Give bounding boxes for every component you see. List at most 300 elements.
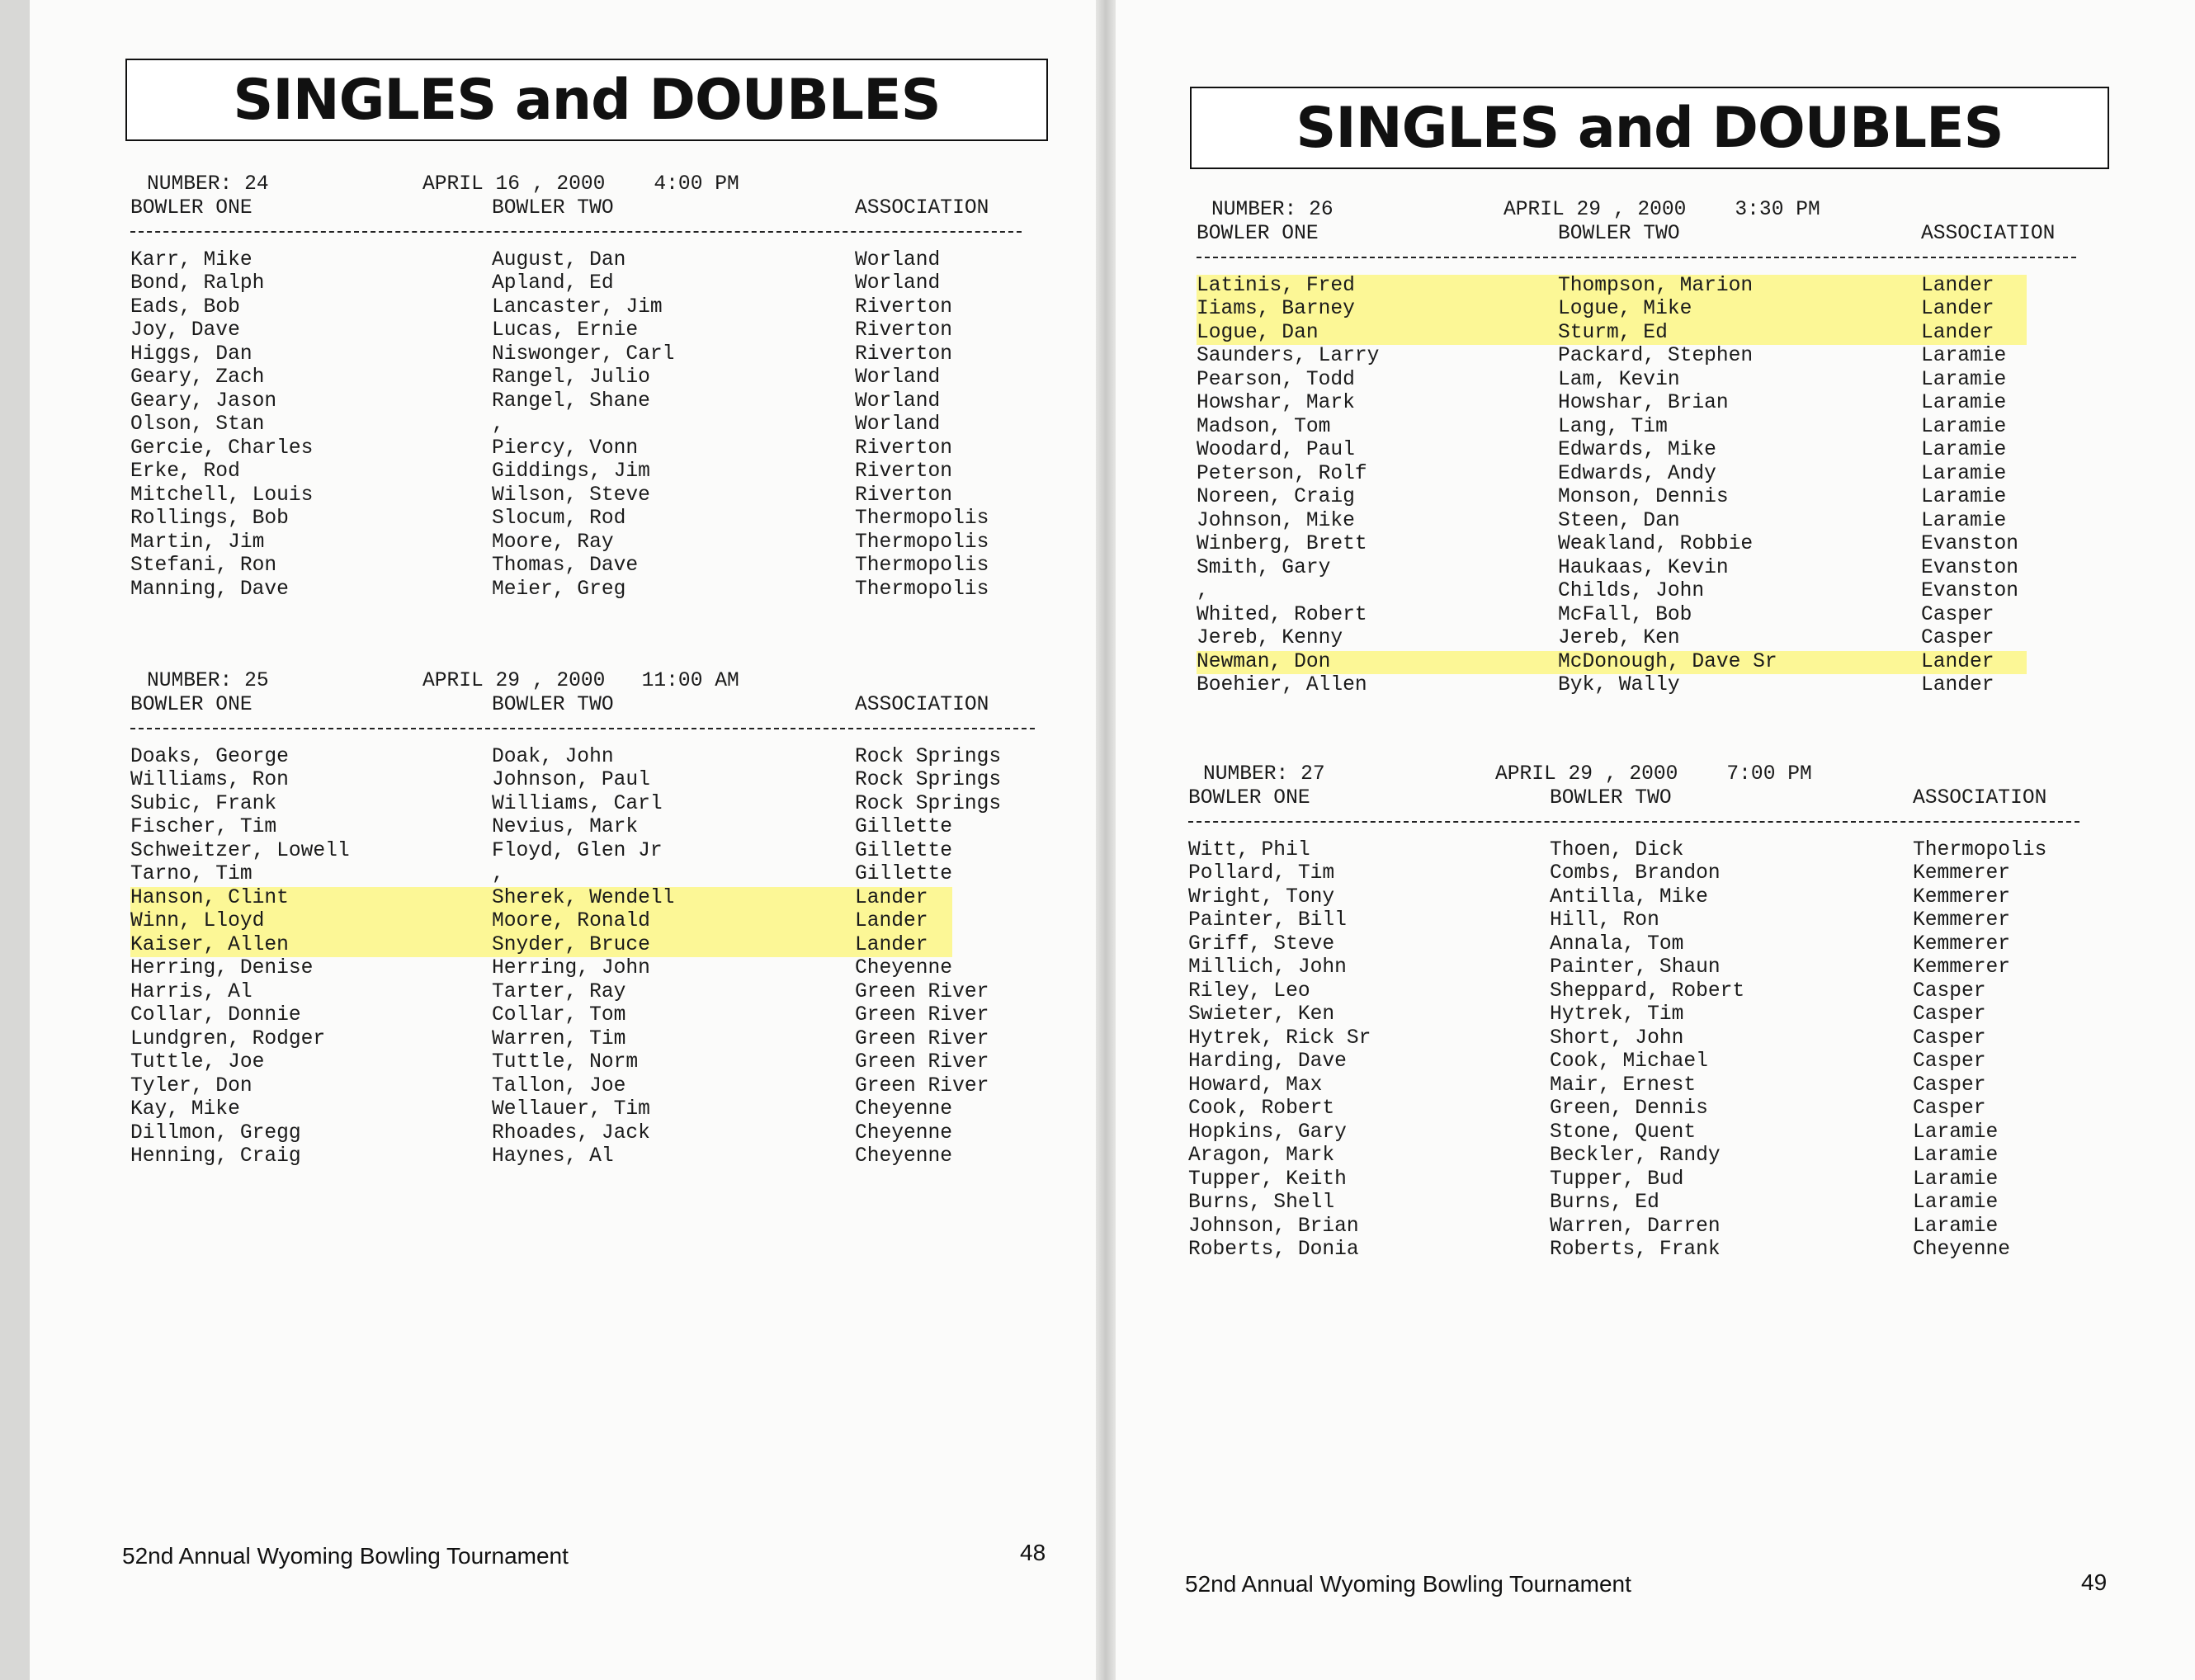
book-gutter xyxy=(1096,0,1116,1680)
bowler-list xyxy=(1188,839,2079,1262)
association-cell: Riverton xyxy=(855,460,953,483)
page-title-box xyxy=(1190,87,2109,169)
column-header-bowler-one: BOWLER ONE xyxy=(1197,222,1319,245)
bowler-one-cell: Harris, Al xyxy=(130,980,253,1003)
association-cell: Rock Springs xyxy=(855,769,1002,791)
bowler-one-cell: Peterson, Rolf xyxy=(1197,462,1367,485)
table-row xyxy=(1197,557,2076,581)
bowler-one-cell: Tuttle, Joe xyxy=(130,1051,265,1074)
column-header-bowler-two: BOWLER TWO xyxy=(492,196,614,219)
table-row xyxy=(130,437,1022,461)
table-row xyxy=(130,507,1022,531)
bowler-one-cell: Kay, Mike xyxy=(130,1098,240,1121)
table-row xyxy=(130,863,1035,887)
table-row xyxy=(1197,345,2076,369)
table-row xyxy=(130,910,952,934)
bowler-one-cell: Olson, Stan xyxy=(130,413,265,436)
squad-date-time: APRIL 29 , 2000 7:00 PM xyxy=(1495,763,1812,786)
bowler-one-cell: Lundgren, Rodger xyxy=(130,1027,326,1050)
association-cell: Lander xyxy=(855,910,928,932)
bowler-one-cell: Gercie, Charles xyxy=(130,437,314,460)
bowler-two-cell: Childs, John xyxy=(1558,580,1705,602)
association-cell: Laramie xyxy=(1913,1144,1999,1167)
squad-24-block xyxy=(130,173,1022,602)
bowler-one-cell: Fischer, Tim xyxy=(130,816,277,838)
table-row xyxy=(1197,439,2076,463)
table-row xyxy=(130,1004,1035,1028)
table-row xyxy=(1188,1144,2079,1168)
page-title: SINGLES and DOUBLES xyxy=(233,67,941,133)
association-cell: Evanston xyxy=(1921,580,2019,602)
bowler-one-cell: Martin, Jim xyxy=(130,531,265,554)
association-cell: Lander xyxy=(1921,274,1994,297)
bowler-two-cell: Meier, Greg xyxy=(492,578,626,601)
squad-26-block xyxy=(1197,199,2076,698)
table-row xyxy=(1188,980,2079,1004)
association-cell: Laramie xyxy=(1921,439,2007,461)
association-cell: Gillette xyxy=(855,816,953,838)
squad-number: NUMBER: 26 xyxy=(1211,199,1334,221)
bowler-one-cell: Schweitzer, Lowell xyxy=(130,839,350,862)
association-cell: Worland xyxy=(855,389,941,413)
bowler-two-cell: Lam, Kevin xyxy=(1558,368,1680,391)
table-row xyxy=(1188,1168,2079,1192)
bowler-two-cell: Collar, Tom xyxy=(492,1004,626,1026)
table-row xyxy=(1197,580,2076,604)
bowler-two-cell: Beckler, Randy xyxy=(1550,1144,1721,1167)
bowler-two-cell: Haynes, Al xyxy=(492,1145,614,1168)
bowler-two-cell: Piercy, Vonn xyxy=(492,437,639,460)
bowler-two-cell: Hytrek, Tim xyxy=(1550,1003,1684,1026)
bowler-one-cell: Johnson, Brian xyxy=(1188,1215,1359,1238)
bowler-two-cell: Thoen, Dick xyxy=(1550,838,1684,861)
table-row xyxy=(130,554,1022,578)
association-cell: Cheyenne xyxy=(855,1145,953,1168)
association-cell: Green River xyxy=(855,980,989,1003)
bowler-one-cell: Pollard, Tim xyxy=(1188,862,1335,885)
association-cell: Thermopolis xyxy=(855,531,989,554)
association-cell: Worland xyxy=(855,413,941,436)
bowler-two-cell: Burns, Ed xyxy=(1550,1192,1659,1214)
association-cell: Lander xyxy=(855,933,928,956)
association-cell: Green River xyxy=(855,1004,989,1026)
table-row xyxy=(1197,674,2076,698)
bowler-two-cell: McFall, Bob xyxy=(1558,603,1692,626)
bowler-one-cell: Whited, Robert xyxy=(1197,603,1367,626)
table-row xyxy=(1188,1192,2079,1215)
bowler-one-cell: Higgs, Dan xyxy=(130,342,253,366)
association-cell: Green River xyxy=(855,1074,989,1097)
bowler-one-cell: Collar, Donnie xyxy=(130,1004,301,1026)
table-row xyxy=(130,413,1022,437)
table-row xyxy=(1188,1003,2079,1027)
column-header-row xyxy=(130,694,1035,718)
bowler-two-cell: Edwards, Andy xyxy=(1558,462,1716,485)
bowler-two-cell: Moore, Ray xyxy=(492,531,614,554)
bowler-two-cell: Apland, Ed xyxy=(492,272,614,295)
table-row xyxy=(1188,1074,2079,1098)
association-cell: Lander xyxy=(1921,321,1994,344)
column-header-row xyxy=(1188,787,2079,811)
bowler-two-cell: Warren, Darren xyxy=(1550,1215,1721,1238)
association-cell: Riverton xyxy=(855,295,953,319)
bowler-one-cell: Burns, Shell xyxy=(1188,1192,1335,1214)
bowler-two-cell: Wilson, Steve xyxy=(492,484,650,507)
table-row xyxy=(1188,1215,2079,1239)
table-row xyxy=(130,957,1035,981)
bowler-two-cell: , xyxy=(492,413,504,436)
table-row xyxy=(130,816,1035,840)
bowler-one-cell: Riley, Leo xyxy=(1188,979,1310,1003)
table-row xyxy=(1188,933,2079,957)
bowler-two-cell: Stone, Quent xyxy=(1550,1121,1697,1144)
bowler-two-cell: Johnson, Paul xyxy=(492,769,650,791)
bowler-two-cell: Sherek, Wendell xyxy=(492,886,675,909)
table-row xyxy=(130,769,1035,793)
association-cell: Casper xyxy=(1921,627,1994,649)
association-cell: Laramie xyxy=(1921,392,2007,414)
association-cell: Thermopolis xyxy=(855,578,989,601)
table-row xyxy=(1188,909,2079,933)
bowler-two-cell: Mair, Ernest xyxy=(1550,1074,1697,1097)
bowler-two-cell: Lancaster, Jim xyxy=(492,295,663,319)
column-header-association: ASSOCIATION xyxy=(855,196,989,219)
table-row xyxy=(130,793,1035,817)
squad-header-row xyxy=(130,173,1022,197)
association-cell: Kemmerer xyxy=(1913,932,2011,956)
association-cell: Cheyenne xyxy=(1913,1239,2011,1261)
bowler-one-cell: Pearson, Todd xyxy=(1197,368,1355,391)
table-row xyxy=(1197,416,2076,440)
bowler-two-cell: August, Dan xyxy=(492,248,626,271)
bowler-two-cell: Sturm, Ed xyxy=(1558,321,1668,344)
bowler-two-cell: Combs, Brandon xyxy=(1550,862,1721,885)
association-cell: Kemmerer xyxy=(1913,862,2011,885)
bowler-one-cell: Karr, Mike xyxy=(130,248,253,271)
bowler-one-cell: Howard, Max xyxy=(1188,1074,1323,1097)
bowler-one-cell: Subic, Frank xyxy=(130,792,277,815)
bowler-one-cell: Manning, Dave xyxy=(130,578,289,601)
bowler-one-cell: Logue, Dan xyxy=(1197,321,1319,344)
table-row xyxy=(130,887,952,911)
bowler-list xyxy=(130,746,1035,1169)
association-cell: Casper xyxy=(1913,1003,1986,1026)
table-row xyxy=(130,1028,1035,1052)
bowler-one-cell: Griff, Steve xyxy=(1188,932,1335,956)
dashed-divider xyxy=(1197,246,2076,270)
association-cell: Lander xyxy=(1921,298,1994,320)
bowler-one-cell: Bond, Ralph xyxy=(130,272,265,295)
association-cell: Laramie xyxy=(1921,462,2007,485)
bowler-one-cell: Dillmon, Gregg xyxy=(130,1121,301,1144)
bowler-one-cell: Henning, Craig xyxy=(130,1145,301,1168)
association-cell: Thermopolis xyxy=(855,554,989,577)
bowler-one-cell: Wright, Tony xyxy=(1188,885,1335,908)
bowler-two-cell: Rangel, Julio xyxy=(492,366,650,389)
bowler-one-cell: Tyler, Don xyxy=(130,1074,253,1097)
association-cell: Riverton xyxy=(855,342,953,366)
association-cell: Riverton xyxy=(855,437,953,460)
bowler-two-cell: Lang, Tim xyxy=(1558,415,1668,438)
table-row xyxy=(130,1122,1035,1146)
squad-header-row xyxy=(1188,763,2079,787)
table-row xyxy=(1188,1050,2079,1074)
bowler-one-cell: Howshar, Mark xyxy=(1197,392,1355,414)
bowler-two-cell: Doak, John xyxy=(492,745,614,768)
bowler-one-cell: Woodard, Paul xyxy=(1197,439,1355,461)
column-header-bowler-two: BOWLER TWO xyxy=(492,693,614,716)
table-row xyxy=(130,1145,1035,1169)
bowler-two-cell: Giddings, Jim xyxy=(492,460,650,483)
bowler-one-cell: Newman, Don xyxy=(1197,650,1331,673)
association-cell: Laramie xyxy=(1921,486,2007,508)
association-cell: Casper xyxy=(1913,1026,1986,1050)
association-cell: Laramie xyxy=(1913,1121,1999,1144)
table-row xyxy=(1197,369,2076,393)
squad-header-row xyxy=(1197,199,2076,223)
bowler-one-cell: Painter, Bill xyxy=(1188,909,1347,932)
bowler-list xyxy=(1197,275,2076,698)
bowler-one-cell: Millich, John xyxy=(1188,956,1347,979)
page-title-box xyxy=(125,59,1048,141)
bowler-two-cell: Monson, Dennis xyxy=(1558,486,1729,508)
bowler-list xyxy=(130,249,1022,602)
bowler-one-cell: Roberts, Donia xyxy=(1188,1239,1359,1261)
bowler-two-cell: Moore, Ronald xyxy=(492,910,650,932)
column-header-bowler-one: BOWLER ONE xyxy=(130,196,253,219)
table-row xyxy=(1197,463,2076,487)
bowler-two-cell: Cook, Michael xyxy=(1550,1050,1708,1073)
table-row xyxy=(1197,275,2027,299)
table-row xyxy=(130,934,952,958)
bowler-one-cell: Jereb, Kenny xyxy=(1197,627,1343,649)
bowler-two-cell: Hill, Ron xyxy=(1550,909,1659,932)
bowler-one-cell: , xyxy=(1197,580,1209,602)
bowler-one-cell: Stefani, Ron xyxy=(130,554,277,577)
association-cell: Kemmerer xyxy=(1913,885,2011,908)
table-row xyxy=(1197,510,2076,534)
table-row xyxy=(1197,651,2027,675)
bowler-two-cell: Warren, Tim xyxy=(492,1027,626,1050)
bowler-two-cell: Lucas, Ernie xyxy=(492,319,639,342)
table-row xyxy=(1188,1121,2079,1145)
page-number: 49 xyxy=(2081,1569,2108,1595)
table-row xyxy=(130,366,1022,390)
table-row xyxy=(130,1051,1035,1075)
table-row xyxy=(130,296,1022,320)
bowler-two-cell: Tarter, Ray xyxy=(492,980,626,1003)
bowler-one-cell: Geary, Zach xyxy=(130,366,265,389)
page-title: SINGLES and DOUBLES xyxy=(1296,95,2004,161)
association-cell: Evanston xyxy=(1921,533,2019,555)
association-cell: Rock Springs xyxy=(855,745,1002,768)
bowler-one-cell: Rollings, Bob xyxy=(130,507,289,530)
bowler-two-cell: Slocum, Rod xyxy=(492,507,626,530)
column-header-row xyxy=(130,197,1022,221)
association-cell: Lander xyxy=(1921,674,1994,696)
table-row xyxy=(1197,627,2076,651)
squad-number: NUMBER: 25 xyxy=(147,670,269,692)
bowler-two-cell: Thompson, Marion xyxy=(1558,274,1754,297)
squad-date-time: APRIL 29 , 2000 11:00 AM xyxy=(422,670,739,692)
bowler-two-cell: Herring, John xyxy=(492,957,650,979)
bowler-one-cell: Noreen, Craig xyxy=(1197,486,1355,508)
squad-number: NUMBER: 27 xyxy=(1203,763,1325,786)
association-cell: Thermopolis xyxy=(855,507,989,530)
table-row xyxy=(130,981,1035,1005)
table-row xyxy=(130,840,1035,864)
bowler-two-cell: Antilla, Mike xyxy=(1550,885,1708,908)
association-cell: Worland xyxy=(855,272,941,295)
footer-tournament-name: 52nd Annual Wyoming Bowling Tournament xyxy=(122,1543,569,1569)
bowler-two-cell: Niswonger, Carl xyxy=(492,342,675,366)
bowler-two-cell: Annala, Tom xyxy=(1550,932,1684,956)
bowler-two-cell: Tuttle, Norm xyxy=(492,1051,639,1074)
squad-date-time: APRIL 29 , 2000 3:30 PM xyxy=(1503,199,1820,221)
association-cell: Laramie xyxy=(1913,1215,1999,1238)
association-cell: Lander xyxy=(855,886,928,909)
bowler-two-cell: Haukaas, Kevin xyxy=(1558,556,1729,579)
bowler-one-cell: Hanson, Clint xyxy=(130,886,289,909)
association-cell: Lander xyxy=(1921,650,1994,673)
table-row xyxy=(1197,604,2076,628)
bowler-two-cell: Byk, Wally xyxy=(1558,674,1680,696)
bowler-one-cell: Smith, Gary xyxy=(1197,556,1331,579)
column-header-bowler-two: BOWLER TWO xyxy=(1558,222,1680,245)
association-cell: Riverton xyxy=(855,319,953,342)
association-cell: Laramie xyxy=(1921,345,2007,367)
squad-25-block xyxy=(130,670,1035,1169)
table-row xyxy=(1197,298,2027,322)
table-row xyxy=(1188,1097,2079,1121)
column-header-bowler-two: BOWLER TWO xyxy=(1550,786,1672,809)
table-row xyxy=(130,272,1022,296)
bowler-two-cell: Nevius, Mark xyxy=(492,816,639,838)
bowler-two-cell: Tallon, Joe xyxy=(492,1074,626,1097)
column-header-bowler-one: BOWLER ONE xyxy=(1188,786,1310,809)
bowler-one-cell: Hytrek, Rick Sr xyxy=(1188,1026,1371,1050)
column-header-bowler-one: BOWLER ONE xyxy=(130,693,253,716)
table-row xyxy=(130,460,1022,484)
association-cell: Casper xyxy=(1913,1097,1986,1120)
table-row xyxy=(130,1098,1035,1122)
bowler-two-cell: Green, Dennis xyxy=(1550,1097,1708,1120)
bowler-two-cell: , xyxy=(492,863,504,885)
table-row xyxy=(1197,533,2076,557)
association-cell: Casper xyxy=(1913,979,1986,1003)
association-cell: Gillette xyxy=(855,839,953,862)
table-row xyxy=(1188,1027,2079,1051)
bowler-one-cell: Boehier, Allen xyxy=(1197,674,1367,696)
column-header-association: ASSOCIATION xyxy=(1913,786,2047,809)
bowler-one-cell: Williams, Ron xyxy=(130,769,289,791)
table-row xyxy=(130,746,1035,770)
column-header-row xyxy=(1197,223,2076,247)
bowler-two-cell: Floyd, Glen Jr xyxy=(492,839,663,862)
squad-number: NUMBER: 24 xyxy=(147,173,269,196)
association-cell: Kemmerer xyxy=(1913,956,2011,979)
table-row xyxy=(1188,886,2079,910)
bowler-two-cell: Sheppard, Robert xyxy=(1550,979,1745,1003)
bowler-two-cell: McDonough, Dave Sr xyxy=(1558,650,1777,673)
bowler-one-cell: Herring, Denise xyxy=(130,957,314,979)
table-row xyxy=(130,249,1022,273)
association-cell: Worland xyxy=(855,366,941,389)
association-cell: Rock Springs xyxy=(855,792,1002,815)
association-cell: Laramie xyxy=(1913,1192,1999,1214)
association-cell: Green River xyxy=(855,1051,989,1074)
column-header-association: ASSOCIATION xyxy=(1921,222,2056,245)
bowler-one-cell: Hopkins, Gary xyxy=(1188,1121,1347,1144)
page-number: 48 xyxy=(1020,1540,1046,1565)
association-cell: Laramie xyxy=(1921,415,2007,438)
table-row xyxy=(1188,956,2079,980)
bowler-two-cell: Weakland, Robbie xyxy=(1558,533,1754,555)
bowler-one-cell: Mitchell, Louis xyxy=(130,484,314,507)
bowler-one-cell: Joy, Dave xyxy=(130,319,240,342)
bowler-two-cell: Packard, Stephen xyxy=(1558,345,1754,367)
dashed-divider xyxy=(130,220,1022,244)
bowler-one-cell: Eads, Bob xyxy=(130,295,240,319)
association-cell: Laramie xyxy=(1921,368,2007,391)
bowler-two-cell: Logue, Mike xyxy=(1558,298,1692,320)
bowler-two-cell: Roberts, Frank xyxy=(1550,1239,1721,1261)
bowler-one-cell: Tarno, Tim xyxy=(130,863,253,885)
association-cell: Cheyenne xyxy=(855,1121,953,1144)
bowler-one-cell: Geary, Jason xyxy=(130,389,277,413)
table-row xyxy=(1197,392,2076,416)
bowler-one-cell: Erke, Rod xyxy=(130,460,240,483)
bowler-one-cell: Harding, Dave xyxy=(1188,1050,1347,1073)
bowler-one-cell: Saunders, Larry xyxy=(1197,345,1380,367)
squad-header-row xyxy=(130,670,1035,694)
footer-tournament-name: 52nd Annual Wyoming Bowling Tournament xyxy=(1185,1571,1631,1597)
bowler-one-cell: Iiams, Barney xyxy=(1197,298,1355,320)
bowler-two-cell: Howshar, Brian xyxy=(1558,392,1729,414)
dashed-divider xyxy=(130,717,1035,741)
bowler-one-cell: Tupper, Keith xyxy=(1188,1168,1347,1191)
bowler-two-cell: Wellauer, Tim xyxy=(492,1098,650,1121)
table-row xyxy=(130,531,1022,555)
bowler-two-cell: Rangel, Shane xyxy=(492,389,650,413)
association-cell: Kemmerer xyxy=(1913,909,2011,932)
squad-27-block xyxy=(1188,763,2079,1262)
association-cell: Worland xyxy=(855,248,941,271)
association-cell: Laramie xyxy=(1913,1168,1999,1191)
bowler-one-cell: Cook, Robert xyxy=(1188,1097,1335,1120)
bowler-two-cell: Tupper, Bud xyxy=(1550,1168,1684,1191)
association-cell: Gillette xyxy=(855,863,953,885)
bowler-two-cell: Painter, Shaun xyxy=(1550,956,1721,979)
table-row xyxy=(130,343,1022,367)
table-row xyxy=(1188,1239,2079,1262)
bowler-one-cell: Aragon, Mark xyxy=(1188,1144,1335,1167)
association-cell: Laramie xyxy=(1921,509,2007,532)
bowler-one-cell: Doaks, George xyxy=(130,745,289,768)
association-cell: Evanston xyxy=(1921,556,2019,579)
bowler-two-cell: Edwards, Mike xyxy=(1558,439,1716,461)
table-row xyxy=(1188,862,2079,886)
bowler-two-cell: Jereb, Ken xyxy=(1558,627,1680,649)
bowler-two-cell: Thomas, Dave xyxy=(492,554,639,577)
bowler-two-cell: Steen, Dan xyxy=(1558,509,1680,532)
bowler-two-cell: Rhoades, Jack xyxy=(492,1121,650,1144)
association-cell: Casper xyxy=(1913,1074,1986,1097)
association-cell: Cheyenne xyxy=(855,1098,953,1121)
bowler-one-cell: Witt, Phil xyxy=(1188,838,1310,861)
bowler-one-cell: Latinis, Fred xyxy=(1197,274,1355,297)
association-cell: Green River xyxy=(855,1027,989,1050)
